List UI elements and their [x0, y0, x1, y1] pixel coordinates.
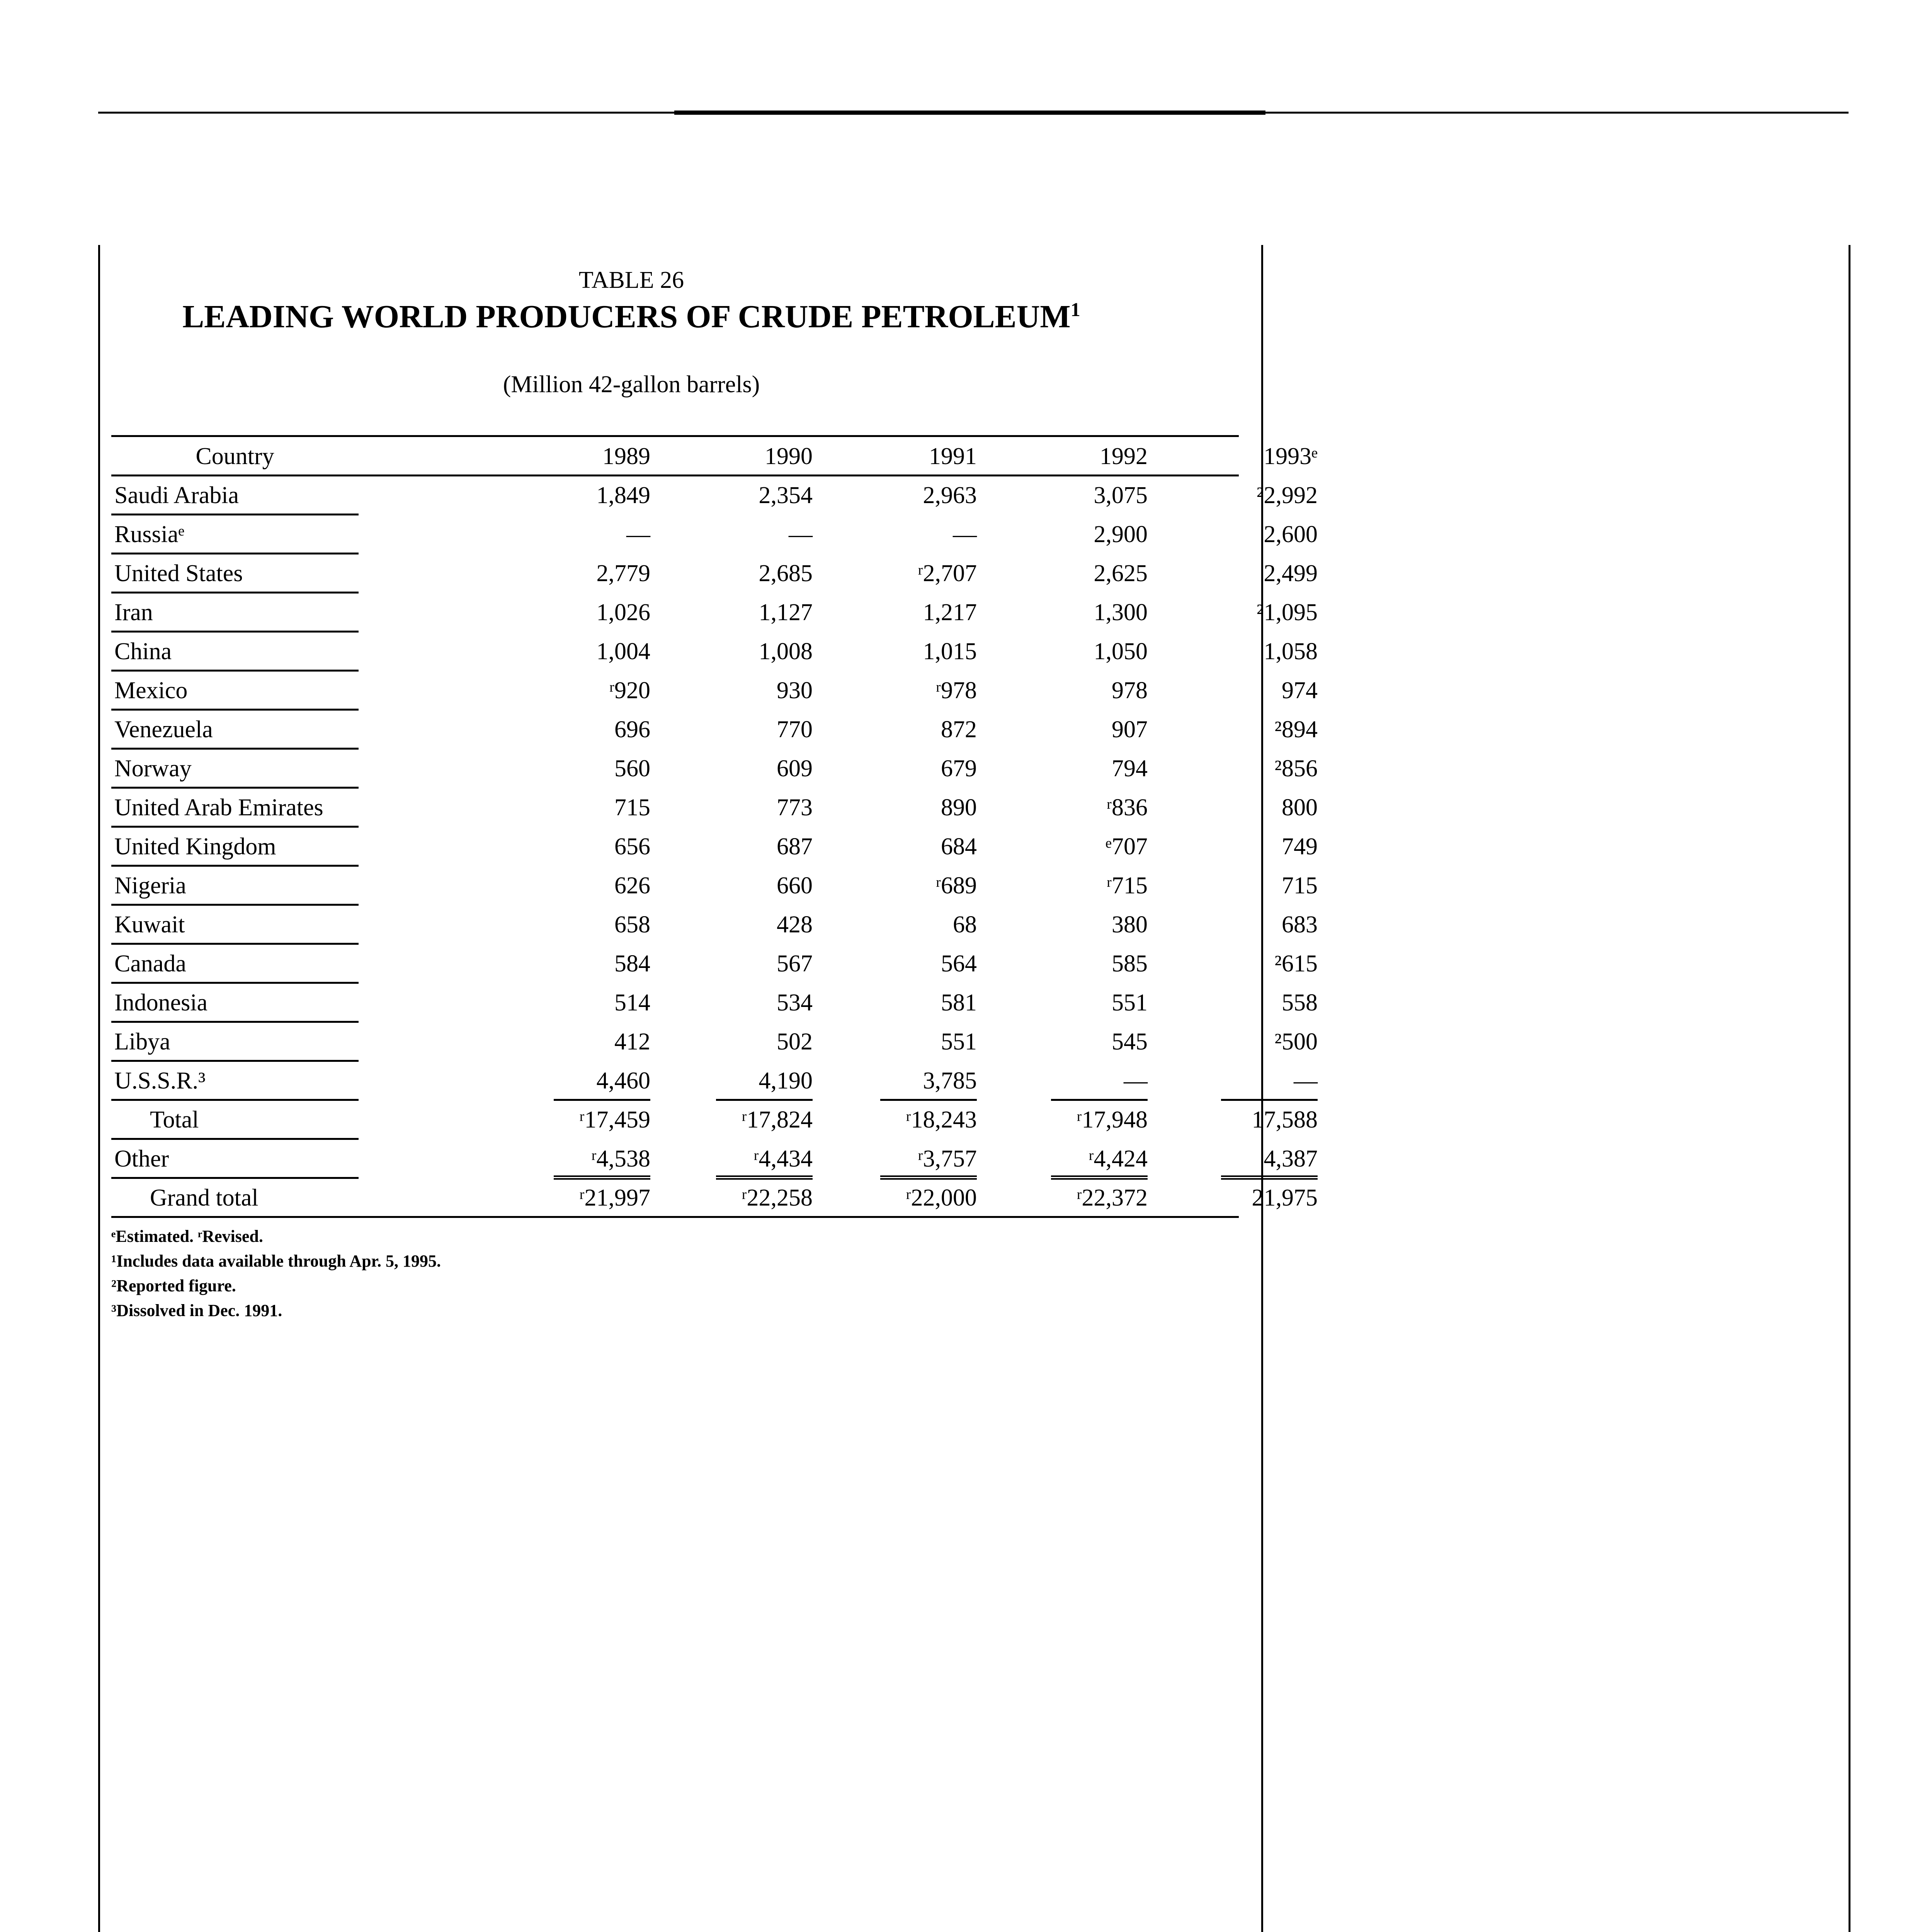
country-cell: Venezuela	[114, 716, 213, 743]
value-cell: 4,387	[1264, 1146, 1318, 1172]
value-cell: 68	[953, 912, 977, 938]
value-cell: 658	[614, 912, 650, 938]
value-cell: 800	[1282, 794, 1318, 821]
value-cell: ʳ689	[935, 872, 977, 899]
country-cell: Canada	[114, 951, 186, 977]
value-cell: 567	[777, 951, 813, 977]
value-cell: —	[789, 521, 813, 548]
value-cell: 687	[777, 833, 813, 860]
value-cell: —	[953, 521, 977, 548]
table-row	[111, 594, 1318, 633]
value-cell: 1,026	[596, 599, 650, 626]
value-cell: ²2,992	[1256, 482, 1318, 509]
table-footnotes	[111, 1224, 441, 1323]
table-row	[111, 750, 1318, 789]
table-row	[111, 789, 1318, 828]
value-cell: —	[1124, 1068, 1148, 1094]
country-cell: Indonesia	[114, 990, 208, 1016]
country-cell: China	[114, 638, 172, 665]
value-cell: 872	[941, 716, 977, 743]
value-cell: 21,975	[1252, 1185, 1318, 1211]
value-cell: 978	[1112, 677, 1148, 704]
value-cell: 683	[1282, 912, 1318, 938]
producers-table	[111, 435, 1318, 1211]
value-cell: 2,625	[1094, 560, 1148, 587]
country-cell: Kuwait	[114, 912, 185, 938]
country-cell: Mexico	[114, 677, 188, 704]
value-cell: 2,499	[1264, 560, 1318, 587]
country-cell: Russiaᵉ	[114, 521, 185, 548]
value-cell: 1,849	[596, 482, 650, 509]
value-cell: 749	[1282, 833, 1318, 860]
value-cell: 551	[941, 1029, 977, 1055]
value-cell: ²1,095	[1256, 599, 1318, 626]
value-cell: 534	[777, 990, 813, 1016]
header-year: 1989	[602, 443, 650, 469]
table-row	[111, 633, 1318, 672]
table-title-text: LEADING WORLD PRODUCERS OF CRUDE PETROLEUM	[182, 299, 1071, 335]
value-cell: 2,779	[596, 560, 650, 587]
table-row	[111, 672, 1318, 711]
value-cell: ʳ22,372	[1077, 1185, 1148, 1211]
value-cell: 545	[1112, 1029, 1148, 1055]
value-cell: 660	[777, 872, 813, 899]
value-cell: 770	[777, 716, 813, 743]
value-cell: 581	[941, 990, 977, 1016]
value-cell: 428	[777, 912, 813, 938]
value-cell: 626	[614, 872, 650, 899]
value-cell: 890	[941, 794, 977, 821]
country-cell: Total	[150, 1107, 199, 1133]
country-cell: Grand total	[150, 1185, 259, 1211]
table-title-note: 1	[1070, 299, 1080, 320]
value-cell: 715	[614, 794, 650, 821]
value-cell: 656	[614, 833, 650, 860]
footnote: ³Dissolved in Dec. 1991.	[111, 1301, 282, 1320]
header-year: 1993ᵉ	[1264, 443, 1318, 469]
country-cell: Iran	[114, 599, 153, 626]
value-cell: 584	[614, 951, 650, 977]
value-cell: 974	[1282, 677, 1318, 704]
table-row	[111, 1140, 1318, 1179]
header-year: 1990	[765, 443, 813, 469]
footnote: ²Reported figure.	[111, 1276, 236, 1295]
grand-total-double-rule	[1221, 1175, 1318, 1177]
value-cell: ʳ2,707	[918, 560, 977, 587]
value-cell: 560	[614, 755, 650, 782]
country-cell: Nigeria	[114, 872, 186, 899]
value-cell: 773	[777, 794, 813, 821]
top-rule-heavy	[674, 111, 1265, 115]
table-row	[111, 1101, 1318, 1140]
table-row	[111, 1062, 1318, 1101]
table-bottom-rule	[111, 1216, 1239, 1218]
value-cell: 1,127	[759, 599, 813, 626]
table-label: TABLE 26	[578, 267, 684, 293]
table-row	[111, 906, 1318, 945]
country-cell: Saudi Arabia	[114, 482, 239, 509]
value-cell: ʳ836	[1106, 794, 1148, 821]
value-cell: ²500	[1274, 1029, 1318, 1055]
value-cell: ²894	[1274, 716, 1318, 743]
value-cell: 2,963	[923, 482, 977, 509]
table-row	[111, 867, 1318, 906]
value-cell: ʳ22,000	[906, 1185, 977, 1211]
value-cell: 412	[614, 1029, 650, 1055]
value-cell: 930	[777, 677, 813, 704]
value-cell: 1,217	[923, 599, 977, 626]
value-cell: 17,588	[1252, 1107, 1318, 1133]
value-cell: 715	[1282, 872, 1318, 899]
value-cell: ʳ21,997	[579, 1185, 650, 1211]
table-header-row	[111, 435, 1318, 474]
country-cell: U.S.S.R.³	[114, 1068, 206, 1094]
table-row	[111, 515, 1318, 554]
table-row	[111, 711, 1318, 750]
value-cell: 696	[614, 716, 650, 743]
right-column-border	[1849, 245, 1850, 1932]
value-cell: 1,058	[1264, 638, 1318, 665]
value-cell: 564	[941, 951, 977, 977]
value-cell: 609	[777, 755, 813, 782]
value-cell: 1,008	[759, 638, 813, 665]
table-row	[111, 476, 1318, 515]
value-cell: ʳ978	[935, 677, 977, 704]
value-cell: ʳ18,243	[906, 1107, 977, 1133]
value-cell: 380	[1112, 912, 1148, 938]
value-cell: 1,004	[596, 638, 650, 665]
value-cell: 1,015	[923, 638, 977, 665]
table-row	[111, 1023, 1318, 1062]
header-year: 1991	[929, 443, 977, 469]
value-cell: 585	[1112, 951, 1148, 977]
footnote: ᵉEstimated. ʳRevised.	[111, 1227, 263, 1246]
value-cell: ʳ17,824	[742, 1107, 813, 1133]
value-cell: 2,900	[1094, 521, 1148, 548]
value-cell: ʳ17,948	[1077, 1107, 1148, 1133]
value-cell: ʳ17,459	[579, 1107, 650, 1133]
value-cell: 551	[1112, 990, 1148, 1016]
value-cell: —	[1294, 1068, 1318, 1094]
value-cell: 794	[1112, 755, 1148, 782]
value-cell: 684	[941, 833, 977, 860]
value-cell: 907	[1112, 716, 1148, 743]
value-cell: 502	[777, 1029, 813, 1055]
header-country: Country	[196, 443, 274, 469]
table-units: (Million 42-gallon barrels)	[503, 371, 760, 398]
value-cell: ʳ4,424	[1088, 1146, 1148, 1172]
country-cell: United Kingdom	[114, 833, 276, 860]
value-cell: 2,354	[759, 482, 813, 509]
value-cell: ᵉ707	[1105, 833, 1148, 860]
value-cell: 2,600	[1264, 521, 1318, 548]
value-cell: ʳ715	[1106, 872, 1148, 899]
value-cell: 679	[941, 755, 977, 782]
value-cell: 1,050	[1094, 638, 1148, 665]
value-cell: ʳ22,258	[742, 1185, 813, 1211]
footnote: ¹Includes data available through Apr. 5, 1995.	[111, 1252, 441, 1270]
header-year: 1992	[1100, 443, 1148, 469]
value-cell: ʳ4,538	[591, 1146, 650, 1172]
value-cell: ʳ920	[609, 677, 650, 704]
table-row	[111, 945, 1318, 984]
country-cell: Norway	[114, 755, 192, 782]
value-cell: 4,460	[596, 1068, 650, 1094]
grand-total-double-rule	[716, 1175, 813, 1177]
table-row	[111, 554, 1318, 594]
grand-total-double-rule	[554, 1175, 650, 1177]
value-cell: ²856	[1274, 755, 1318, 782]
country-cell: Other	[114, 1146, 169, 1172]
value-cell: 558	[1282, 990, 1318, 1016]
country-cell: Libya	[114, 1029, 170, 1055]
country-cell: United States	[114, 560, 243, 587]
value-cell: ʳ4,434	[753, 1146, 813, 1172]
grand-total-double-rule	[1051, 1175, 1148, 1177]
value-cell: 514	[614, 990, 650, 1016]
value-cell: 4,190	[759, 1068, 813, 1094]
country-cell: United Arab Emirates	[114, 794, 323, 821]
table-row	[111, 828, 1318, 867]
value-cell: 2,685	[759, 560, 813, 587]
value-cell: 3,785	[923, 1068, 977, 1094]
value-cell: 3,075	[1094, 482, 1148, 509]
table-row	[111, 1179, 1318, 1218]
value-cell: —	[626, 521, 650, 548]
value-cell: 1,300	[1094, 599, 1148, 626]
table-row	[111, 984, 1318, 1023]
table-title	[98, 298, 1165, 336]
grand-total-double-rule	[880, 1175, 977, 1177]
value-cell: ʳ3,757	[918, 1146, 977, 1172]
value-cell: ²615	[1274, 951, 1318, 977]
left-column-border	[98, 245, 100, 1932]
